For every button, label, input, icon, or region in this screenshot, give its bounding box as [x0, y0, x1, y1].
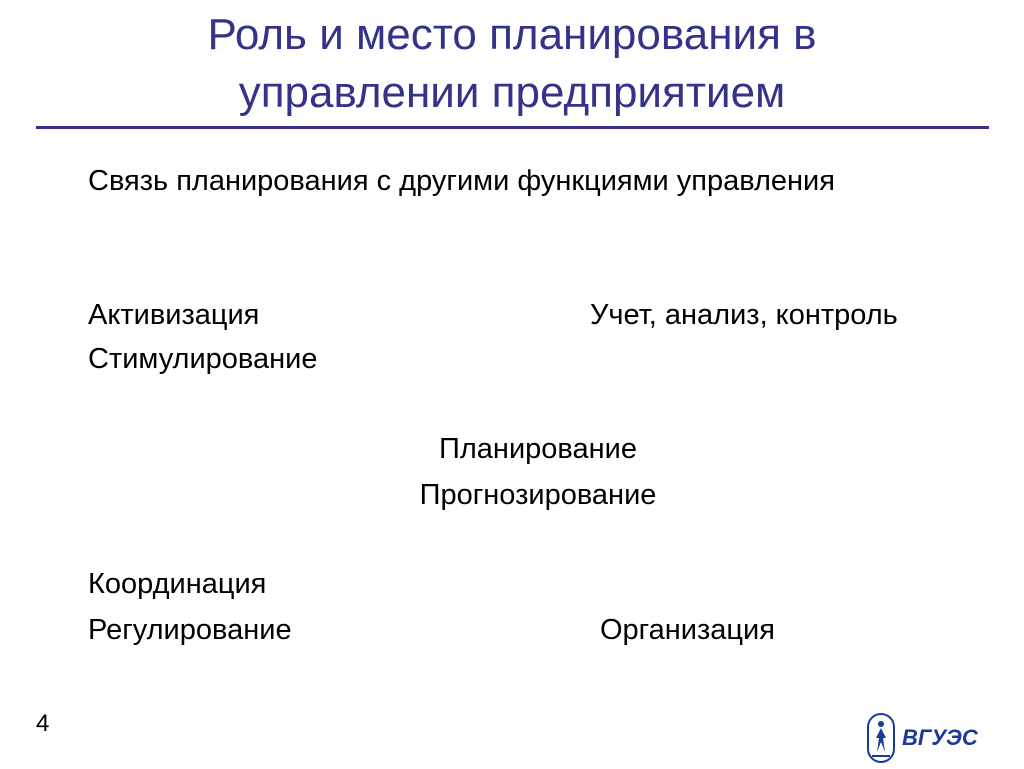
university-logo [866, 712, 992, 764]
function-accounting-analysis-control: Учет, анализ, контроль [590, 299, 898, 331]
slide-subtitle: Связь планирования с другими функциями управления [88, 165, 835, 197]
title-divider [36, 126, 989, 129]
slide-title-line-1: Роль и место планирования в [207, 10, 817, 59]
function-regulation: Регулирование [88, 614, 292, 646]
function-stimulation: Стимулирование [88, 343, 318, 375]
slide-title-line-2: управлении предприятием [238, 68, 786, 117]
function-planning: Планирование [439, 433, 637, 465]
vgues-logo-icon [866, 712, 992, 764]
function-coordination: Координация [88, 568, 267, 600]
function-organization: Организация [600, 614, 775, 646]
function-forecasting: Прогнозирование [419, 479, 657, 511]
page-number: 4 [36, 710, 50, 737]
slide-title [0, 6, 1024, 122]
function-activation: Активизация [88, 299, 260, 331]
logo-text: ВГУЭС [902, 725, 978, 750]
